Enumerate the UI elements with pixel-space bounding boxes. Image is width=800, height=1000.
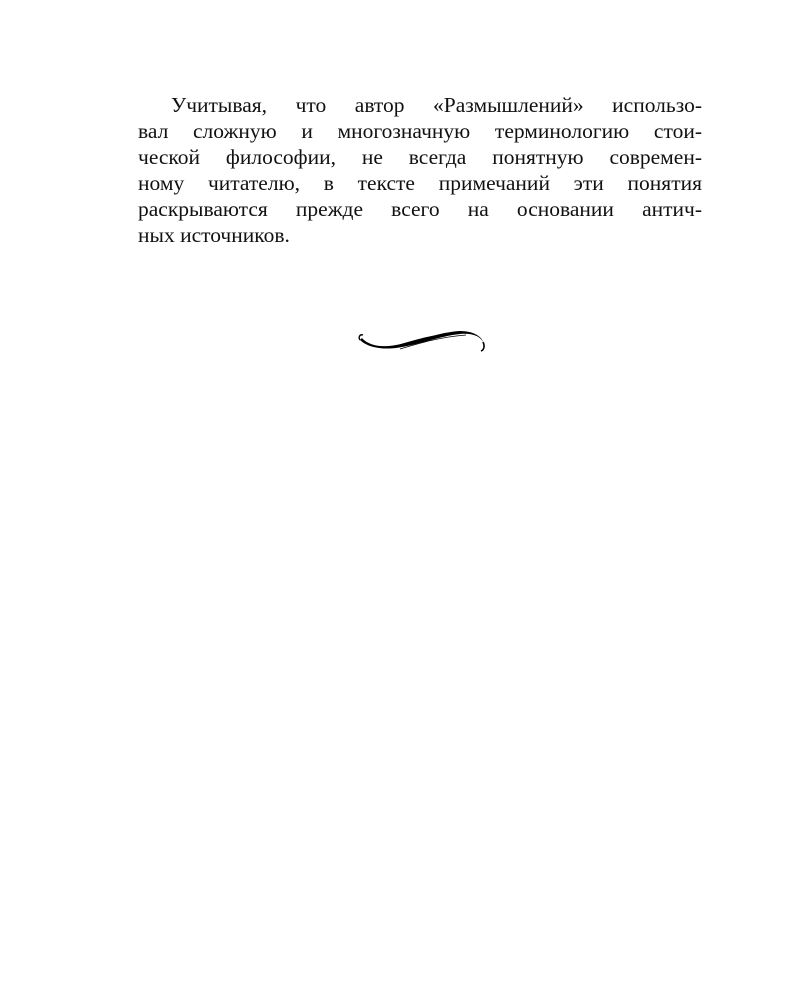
body-paragraph: [138, 92, 702, 248]
paragraph-line-4: ному читателю, в тексте примечаний эти понятия: [138, 171, 702, 195]
paragraph-line-1: Учитывая, что автор «Размышлений» использо-: [171, 93, 702, 117]
paragraph-line-6: ных источников.: [138, 223, 290, 247]
flourish-divider-icon: [356, 326, 486, 356]
paragraph-line-3: ческой философии, не всегда понятную современ-: [138, 145, 702, 169]
paragraph-line-5: раскрываются прежде всего на основании антич-: [138, 197, 702, 221]
paragraph-line-2: вал сложную и многозначную терминологию стои-: [138, 119, 702, 143]
